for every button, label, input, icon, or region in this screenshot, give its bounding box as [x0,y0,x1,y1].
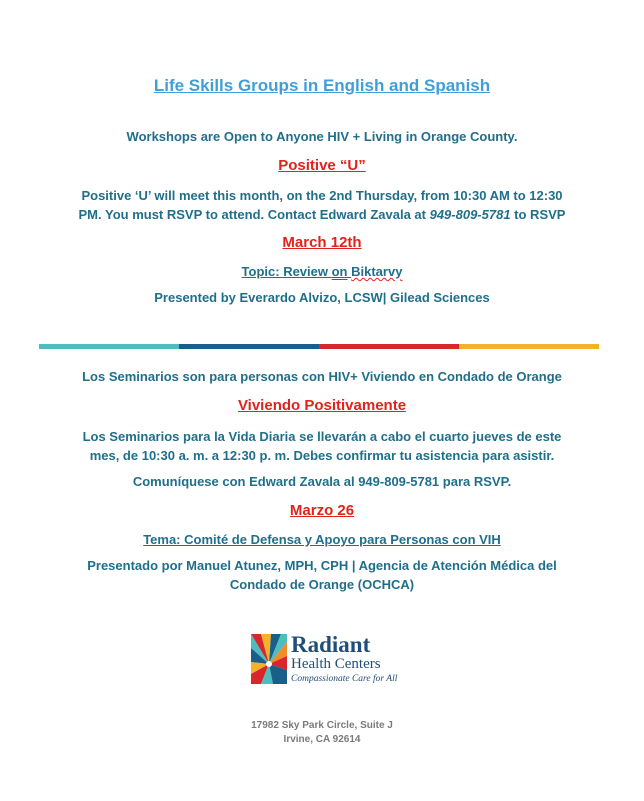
divider-segment-navy [179,344,319,349]
english-date: March 12th [282,234,362,251]
english-presenter: Presented by Everardo Alvizo, LCSW| Gilead Sciences [154,290,490,305]
english-topic-label: Topic: Review [241,264,332,279]
divider-segment-gold [459,344,599,349]
spanish-presenter-line-1: Presentado por Manuel Atunez, MPH, CPH | Agencia de Atención Médica del [87,558,557,573]
english-details-text: PM. You must RSVP to attend. Contact Edward Zavala at [78,207,430,222]
english-group-name: Positive “U” [278,157,366,174]
radiant-logo [251,634,396,688]
spanish-contact: Comuníquese con Edward Zavala al 949-809-5781 para RSVP. [132,474,512,489]
divider-segment-teal [39,344,179,349]
spanish-details [0,427,644,465]
spanish-topic: Tema: Comité de Defensa y Apoyo para Personas con VIH [143,532,501,547]
spanish-date: Marzo 26 [289,502,355,519]
english-topic [0,264,644,279]
address-line-1: 17982 Sky Park Circle, Suite J [251,720,393,731]
english-details-line-1: Positive ‘U’ will meet this month, on the 2nd Thursday, from 10:30 AM to 12:30 [81,188,563,203]
flyer-title: Life Skills Groups in English and Spanish [153,76,491,95]
english-details-line-2 [0,205,644,224]
logo-tagline: Compassionate Care for All [291,674,398,684]
english-rsvp-text: to RSVP [510,207,566,222]
divider-segment-red [319,344,459,349]
spanish-intro: Los Seminarios son para personas con HIV+ Viviendo en Condado de Orange [82,369,562,384]
english-topic-on: on [331,264,348,279]
sunburst-logo-icon [251,634,287,684]
spanish-group-name: Viviendo Positivamente [237,397,407,414]
english-phone: 949-809-5781 [429,207,511,222]
logo-name: Radiant [291,632,371,657]
english-intro: Workshops are Open to Anyone HIV + Living in Orange County. [126,129,518,144]
logo-subtitle: Health Centers [291,656,381,672]
address-line-2: Irvine, CA 92614 [283,734,361,745]
spanish-details-line-2: mes, de 10:30 a. m. a 12:30 p. m. Debes confirmar tu asistencia para asistir. [89,448,555,463]
spanish-presenter [0,556,644,594]
spanish-presenter-line-2: Condado de Orange (OCHCA) [229,577,415,592]
spanish-details-line-1: Los Seminarios para la Vida Diaria se llevarán a cabo el cuarto jueves de este [82,429,562,444]
english-topic-drug: Biktarvy [351,264,403,279]
english-details [0,186,644,224]
